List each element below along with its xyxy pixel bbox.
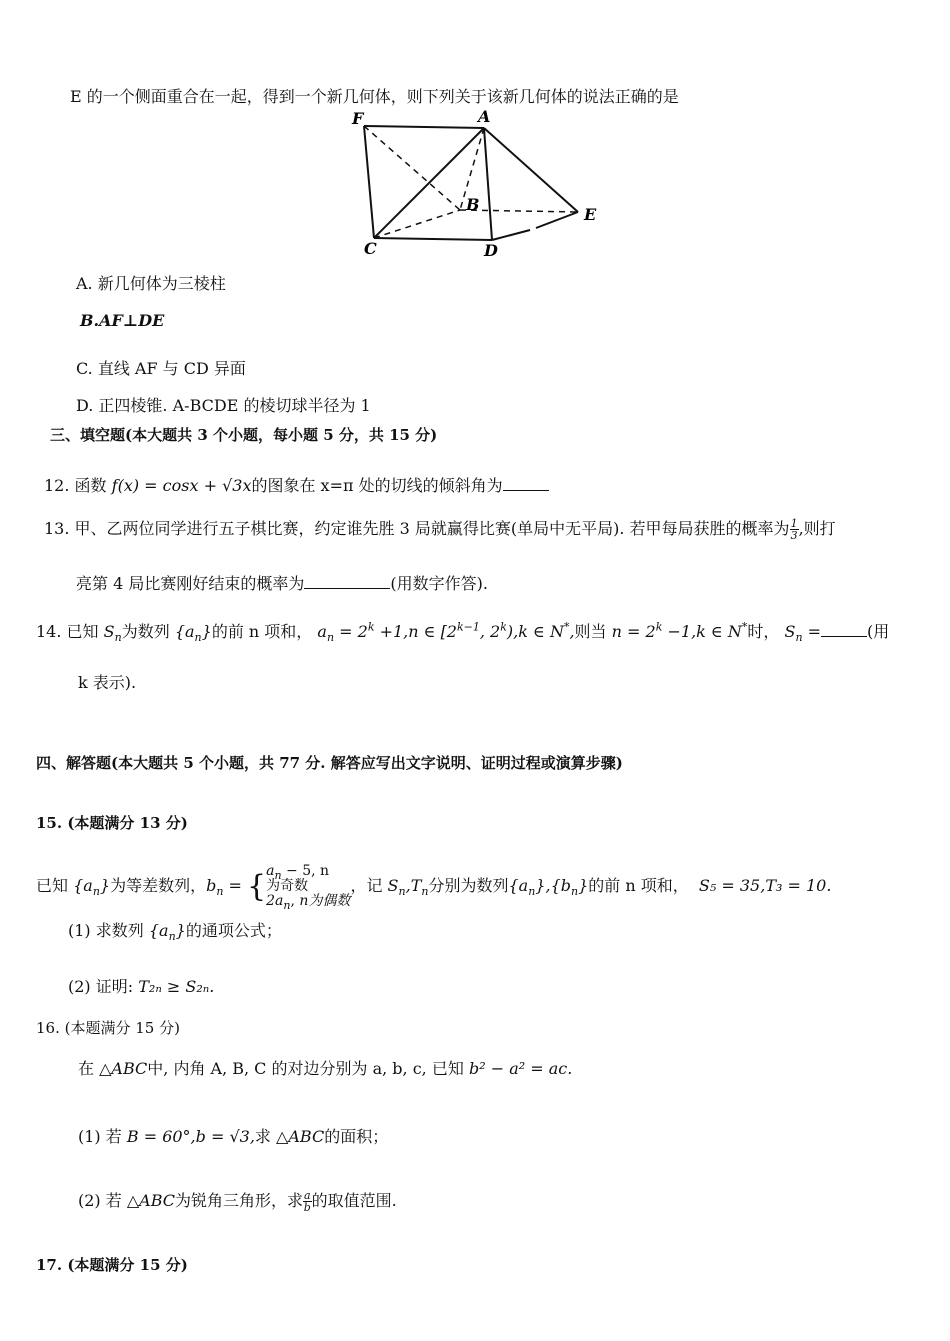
- edge-DE-2: [536, 212, 578, 228]
- label-C: C: [364, 239, 377, 258]
- label-F: F: [352, 109, 364, 128]
- q15-part1: [68, 920, 282, 942]
- label-B: B: [466, 195, 480, 214]
- q16-stem-b: 中, 内角 A, B, C 的对边分别为 a, b, c, 已知: [147, 1059, 464, 1078]
- q16-part2-fraction: $\frac{a}{b}$: [303, 1189, 311, 1214]
- q15-stem-d: 分别为数列: [428, 876, 509, 895]
- option-c: C. 直线 AF 与 CD 异面: [76, 359, 246, 378]
- q14-line2: k 表示).: [78, 673, 137, 692]
- q14-n-formula: $n = 2^k -1,k$ ∈ N*: [611, 620, 748, 641]
- q15-part1-text: (1) 求数列: [68, 921, 144, 940]
- section4-header: 四、解答题(本大题共 5 个小题，共 77 分. 解答应写出文字说明、证明过程或演算步骤): [36, 754, 623, 772]
- q13-line2: [76, 572, 488, 595]
- option-b: B.AF⊥DE: [80, 311, 165, 330]
- q16-part1: [78, 1126, 388, 1148]
- edge-FB: [364, 126, 460, 210]
- q12-answer-blank[interactable]: [503, 474, 549, 491]
- q12-func: f(x) = cosx + √3x: [111, 476, 252, 495]
- option-a: A. 新几何体为三棱柱: [76, 274, 226, 293]
- q13-line1-end: ,则打: [798, 519, 836, 538]
- q14-num: 14.: [36, 622, 62, 641]
- q16-triangle: △ABC: [99, 1059, 148, 1078]
- q15-SnTn: $S_n,T_n$: [387, 876, 429, 899]
- q15-seqs: $\{a_n\},\{b_n\}$: [508, 876, 589, 899]
- q12: [44, 474, 549, 497]
- q14-text-d: 则当: [574, 622, 607, 641]
- edge-FA: [364, 126, 484, 128]
- q15-stem: [36, 863, 832, 912]
- edge-CD: [374, 238, 492, 240]
- edge-DE: [492, 230, 530, 240]
- section3-header: 三、填空题(本大题共 3 个小题，每小题 5 分，共 15 分): [50, 426, 438, 444]
- q13-num: 13.: [44, 519, 70, 538]
- q16-part2-end: 的取值范围.: [311, 1191, 397, 1210]
- q16-part2-a: (2) 若: [78, 1191, 122, 1210]
- q14-line1: [36, 620, 889, 643]
- q16-part2: [78, 1190, 397, 1213]
- edge-AD: [484, 128, 492, 240]
- label-D: D: [484, 241, 498, 260]
- q15-stem-e: 的前 n 项和，: [588, 876, 689, 895]
- q15-case1: 为奇数: [266, 878, 309, 894]
- q16-stem-a: 在: [78, 1059, 95, 1078]
- q15-part1-end: 的通项公式；: [185, 921, 282, 940]
- q16-part1-math: B = 60°,b = √3,: [126, 1127, 255, 1146]
- q17-title: 17. (本题满分 15 分): [36, 1256, 188, 1274]
- geometry-figure: [340, 106, 610, 266]
- q16-part2-b: 为锐角三角形，求: [175, 1191, 304, 1210]
- q14-text-c: 的前 n 项和，: [211, 622, 313, 641]
- q16-part1-b: 求: [254, 1127, 271, 1146]
- q14-text-a: 已知: [66, 622, 99, 641]
- q15-cases: $a_n - 5$, n 为奇数 $2a_n$, n为偶数: [266, 863, 351, 912]
- q13-probability: $\frac{1}{3}$: [790, 517, 798, 542]
- q14-Sn-eq: $S_n$ =: [784, 622, 822, 645]
- q15-stem-a: 已知: [36, 876, 69, 895]
- q13-text: 甲、乙两位同学进行五子棋比赛，约定谁先胜 3 局就赢得比赛(单局中无平局). 若甲每局获胜的概率为: [74, 519, 790, 538]
- label-E: E: [584, 205, 597, 224]
- edge-AE: [484, 128, 578, 212]
- q14-text-b: 为数列: [121, 622, 170, 641]
- option-d: D. 正四棱锥. A-BCDE 的棱切球半径为 1: [76, 396, 371, 415]
- q16-part2-triangle: △ABC: [126, 1191, 176, 1210]
- q16-part1-end: 的面积；: [324, 1127, 389, 1146]
- q14-an-seq: $\{a_n\}$: [174, 622, 212, 645]
- q15-case2: 为偶数: [308, 893, 351, 909]
- q15-given: S₅ = 35,T₃ = 10.: [698, 876, 832, 895]
- q16-part1-triangle: △ABC: [276, 1127, 325, 1146]
- q14-answer-blank[interactable]: [821, 620, 867, 637]
- q15-part2-math: T₂ₙ ≥ S₂ₙ.: [138, 977, 215, 996]
- q13-line1: [44, 518, 836, 541]
- q13-line2-text: 亮第 4 局比赛刚好结束的概率为: [76, 574, 305, 593]
- q15-part2: [68, 976, 214, 998]
- edge-FC: [364, 126, 374, 238]
- q12-prefix: 函数: [74, 476, 107, 495]
- q15-stem-b: 为等差数列，: [110, 876, 207, 895]
- q13-line2-end: (用数字作答).: [390, 574, 488, 593]
- intro-text: E 的一个侧面重合在一起，得到一个新几何体，则下列关于该新几何体的说法正确的是: [70, 87, 679, 106]
- q15-part2-text: (2) 证明:: [68, 977, 134, 996]
- q15-bn: $b_n$ =: [206, 876, 248, 899]
- q12-num: 12.: [44, 476, 70, 495]
- q15-part1-seq: $\{a_n\}$: [148, 921, 186, 944]
- q15-stem-c: ，记: [350, 876, 383, 895]
- q12-suffix: 的图象在 x=π 处的切线的倾斜角为: [251, 476, 503, 495]
- q15-brace: {: [247, 868, 267, 904]
- q15-an-seq: $\{a_n\}$: [73, 876, 111, 899]
- q16-title: 16. (本题满分 15 分): [36, 1019, 180, 1037]
- q16-equation: b² − a² = ac.: [468, 1059, 573, 1078]
- q15-title: 15. (本题满分 13 分): [36, 814, 188, 832]
- q14-an-formula: $a_n = 2^k +1,n$ ∈ [$2^{k-1}$, 2$^k$),k ∈ N*,: [317, 620, 575, 645]
- label-A: A: [478, 107, 491, 126]
- q16-stem: [78, 1058, 572, 1080]
- q13-answer-blank[interactable]: [304, 572, 390, 589]
- q14-text-e: 时，: [747, 622, 780, 641]
- q14-text-end: (用: [867, 622, 890, 641]
- q16-part1-a: (1) 若: [78, 1127, 122, 1146]
- q14-Sn: $S_n$: [103, 622, 122, 645]
